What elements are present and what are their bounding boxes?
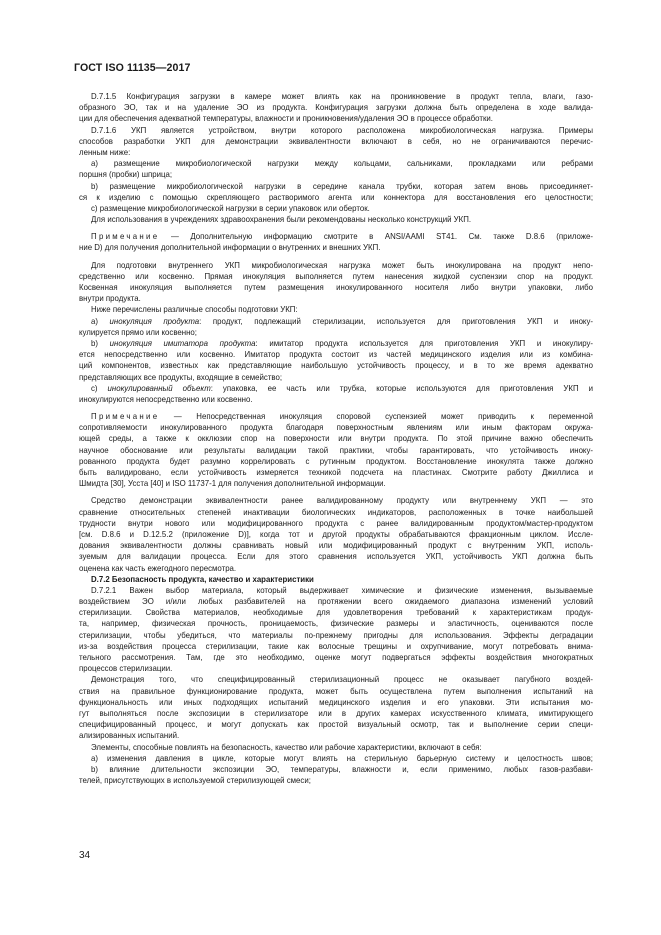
text-line: ализированных испытаний. (79, 731, 180, 741)
note-label: Примечание (91, 412, 160, 422)
text-line: телей, присутствующих в используемой стерилизующей смеси; (79, 776, 311, 786)
text-line: специфицированный процесс, и могут допускать как простой визуальный осмотр, так и выполнение серии специ- (79, 720, 593, 730)
text-line: c) размещение микробиологической нагрузки в серии упаковок или оберток. (91, 203, 370, 213)
text-line: рованного продукта будет разумно коррелировать с рутинным продуктом. Восстановление инокулята также должно (79, 456, 593, 466)
text-line: внутри продукта. (79, 294, 141, 304)
text-line: быть валидировано, если устойчивость измеряется техникой подсчета на пластинах. Смотрите работу Джиллиса и (79, 468, 593, 477)
text-line: из-за воздействия процесса стерилизации, такие как волосные трещины и охрупчивание, могут потребовать внима- (79, 641, 593, 651)
text-line: та, например, физическая прочность, проницаемость, физические размеры и эластичность, оцениваются после (79, 619, 593, 629)
text-line: ций компонентов, известных как представляющие наибольшую устойчивость процессу, и в то же время адекватно (79, 361, 593, 371)
text-line: Шмидта [30], Усста [40] и ISO 11737-1 для получения дополнительной информации. (79, 479, 386, 489)
text-line: образного ЭО, так и на удаление ЭО из продукта. Конфигурация загрузки должна быть определена в ходе валида- (79, 103, 593, 113)
text-line: гут выполняться после экспозиции в стерилизаторе или в других камерах искусственного климата, имитирующего (79, 708, 593, 718)
italic-term: инокуляция продукта (109, 316, 200, 326)
text-line: средственно или косвенно. Прямая инокуляция выполняется путем нанесения жидкой суспензии спор на продукт. (79, 271, 593, 281)
text-line: D.7.1.6 УКП является устройством, внутри которого расположена микробиологическая нагрузка. Примеры (91, 125, 593, 135)
text-line: Для использования в учреждениях здравоохранения были рекомендованы несколько конструкций УКП. (91, 215, 472, 225)
text-line: инокулируются непосредственно или косвенно. (79, 394, 253, 404)
text-line: Демонстрация того, что специфицированный стерилизационный процесс не оказывает пагубного воздей- (91, 675, 593, 685)
text-line: сравнение относительных степеней инактивации биологических индикаторов, расположенных в точке наибольшей (79, 507, 593, 517)
text-line: сопротивляемости инокулированного продукта благодаря поверхностным явлениям или иным факторам окружа- (79, 423, 593, 433)
text-line: ции для обеспечения адекватной температуры, влажности и проникновения/удаления ЭО в процессе обработки. (79, 114, 493, 124)
text-line: Примечание — Дополнительную информацию смотрите в ANSI/AAMI ST41. См. также D.8.6 (приложе- (91, 232, 593, 242)
text-line: ленным ниже: (79, 147, 131, 157)
text-line: a) размещение микробиологической нагрузки между кольцами, сальниками, прокладками или ребрами (91, 159, 593, 169)
text-line: D.7.2.1 Важен выбор материала, который выдерживает химические и физические изменения, вызываемые (91, 585, 593, 595)
text-line: трудности внутри нового или модифицированного продукта с ранее валидированным продуктом/мастер-продуктом (79, 518, 593, 528)
text-line: D.7.2 Безопасность продукта, качество и характеристики (91, 574, 314, 584)
document-body (79, 91, 593, 786)
text-line: ется непосредственно или косвенно. Имитатор продукта состоит из частей медицинского изделия или из комбина- (79, 350, 593, 360)
text-line: дования эквивалентности должны сравнивать новый или модифицированный продукт с внутренним УКП, исполь- (79, 541, 593, 551)
text-line: тельного рассмотрения. Там, где это необходимо, оценке могут подвергаться эффекты воздействия многократных (79, 653, 593, 662)
italic-term: инокуляция имитатора продукта (109, 338, 256, 348)
text-line: Примечание — Непосредственная инокуляция споровой суспензией может приводить к переменной (91, 412, 593, 422)
text-line: [см. D.8.6 и D.12.5.2 (приложение D)], когда тот и другой продукты обрабатываются фракционным циклом. Иссле- (79, 529, 593, 539)
text-line: процессов стерилизации. (79, 664, 173, 674)
text-line: a) инокуляция продукта: продукт, подлежащий стерилизации, используется для приготовления УКП и иноку- (91, 316, 593, 326)
text-line: стерилизации, чтобы убедиться, что материалы по-прежнему пригодны для использования. Эффекты деградации (79, 630, 593, 640)
text-line: поршня (пробки) шприца; (79, 170, 173, 180)
text-line: оценена как часть ежегодного пересмотра. (79, 563, 237, 573)
text-line: ние D) для получения дополнительной информации о внутренних и внешних УКП. (79, 243, 381, 253)
text-line: a) изменения давления в цикле, которые могут влиять на стерильную барьерную систему и целостность швов; (91, 753, 593, 763)
text-line: стерилизации. Свойства материалов, необходимые для удовлетворения требований к характеристикам продук- (79, 608, 593, 618)
text-line: Средство демонстрации эквивалентности ранее валидированному продукту или внутреннему УКП — это (91, 496, 593, 506)
text-line: Элементы, способные повлиять на безопасность, качество или рабочие характеристики, включают в себя: (91, 742, 482, 752)
text-line: Косвенная инокуляция выполняется путем размещения инокулированного носителя либо внутри упаковки, либо (79, 283, 593, 292)
italic-term: инокулированный объект (107, 383, 211, 393)
text-line: ствия на правильное функционирование продукта, может быть осуществлена путем выполнения испытаний на (79, 686, 593, 696)
text-line: способов разработки УКП для демонстрации эквивалентности включают в себя, но не ограничиваются перечис- (79, 136, 593, 146)
text-line: зуемым для валидации процесса. Если для этого сравнения используется УКП, устойчивость УКП должна быть (79, 552, 593, 562)
text-line: представляющих все продукты, входящие в семейство; (79, 372, 283, 382)
text-line: b) инокуляция имитатора продукта: имитатор продукта используется для приготовления УКП и инокулиру- (91, 338, 594, 348)
text-line: c) инокулированный объект: упаковка, ее часть или трубка, которые используются для приготовления УКП и (91, 383, 593, 393)
page-number: 34 (79, 850, 91, 861)
text-line: ся к изделию с помощью скрепляющего растворимого агента или коннектора для восстановления его целостности; (79, 192, 593, 202)
text-line: Ниже перечислены различные способы подготовки УКП: (91, 305, 298, 315)
text-line: ющей среды, а также к окклюзии спор на поверхности или внутри продукта. По этой причине важно обеспечить (79, 434, 593, 444)
text-line: b) влияние длительности экспозиции ЭО, температуры, влажности и, если применимо, любых газов-разбави- (91, 764, 593, 774)
text-line: воздействием ЭО и/или любых разбавителей на протяжении всего ожидаемого диапазона изменений условий (79, 597, 593, 607)
text-line: кулируется прямо или косвенно; (79, 327, 197, 337)
document-header: ГОСТ ISO 11135—2017 (74, 62, 191, 74)
note-label: Примечание (91, 232, 160, 242)
text-line: b) размещение микробиологической нагрузки в середине канала трубки, которая затем вновь присоединяет- (91, 181, 593, 191)
text-line: D.7.1.5 Конфигурация загрузки в камере может влиять как на проникновение в продукт тепла, влаги, газо- (91, 92, 593, 101)
text-line: Для подготовки внутреннего УКП микробиологическая нагрузка может быть инокулирована на продукт непо- (91, 260, 593, 270)
text-line: функциональность или иных подходящих испытаний медицинского изделия и его упаковки. Эти испытания мо- (79, 697, 593, 707)
text-line: научное обоснование или результаты валидации такой практики, чтобы гарантировать, что устойчивость иноку- (79, 445, 593, 455)
